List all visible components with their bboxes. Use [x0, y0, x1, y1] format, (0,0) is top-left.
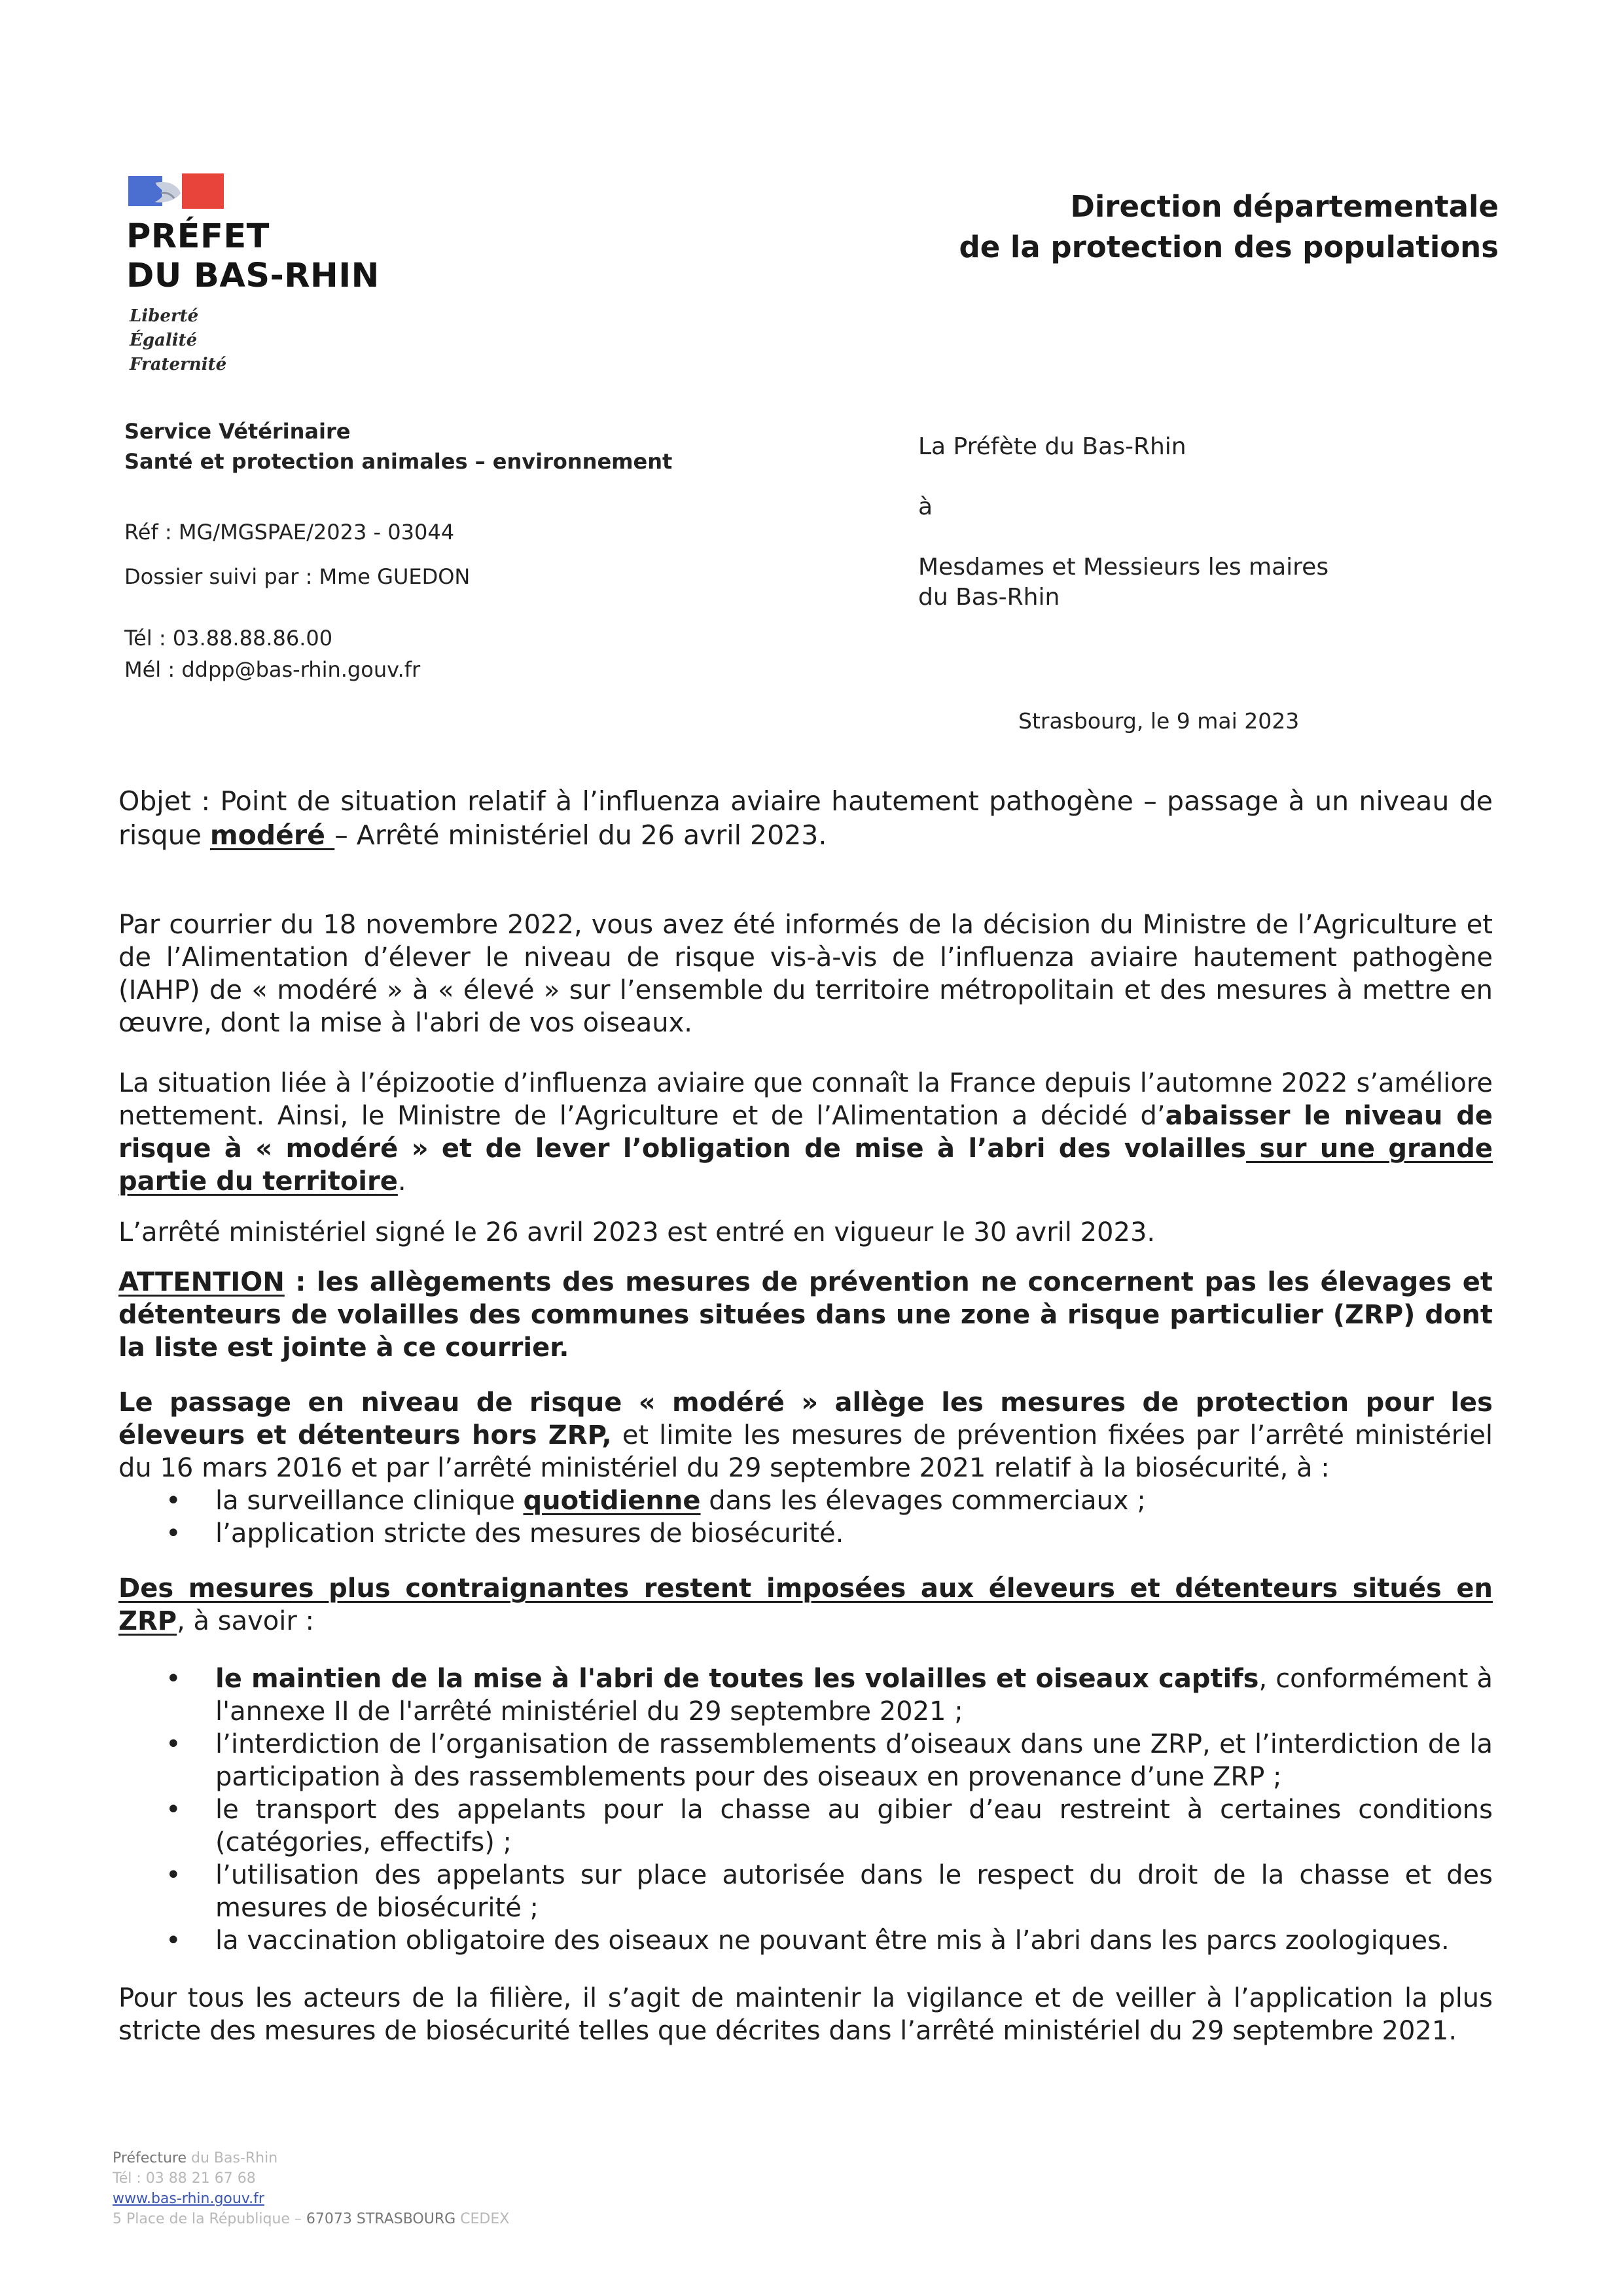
- reference: Réf : MG/MGSPAE/2023 - 03044: [124, 520, 455, 545]
- telephone: Tél : 03.88.88.86.00: [124, 626, 333, 651]
- mesures-zrp-text: , à savoir :: [177, 1606, 315, 1636]
- footer-street: 5 Place de la République –: [113, 2211, 306, 2227]
- footer-website-link[interactable]: www.bas-rhin.gouv.fr: [113, 2191, 264, 2207]
- paragraph-courrier: Par courrier du 18 novembre 2022, vous avez été informés de la décision du Ministre de l’Agriculture et de l’Alimentation d’élever le niveau de risque vis-à-vis de l’influenza aviaire hautement pathogène (IAHP) de « modéré » à « élevé » sur l’ensemble du territoire métropolitain et des mesures à mettre en œuvre, dont la mise à l'abri de vos oiseaux.: [118, 910, 1493, 1038]
- motto-fraternite: Fraternité: [130, 355, 227, 374]
- paragraph-mesures-zrp: [118, 1572, 1493, 1638]
- situation-text: La situation liée à l’épizootie d’influenza aviaire que connaît la France depuis l’automne 2022 s’améliore nettement. Ainsi, le Ministre de l’Agriculture et de l’Alimentation a décidé d’: [118, 1068, 1493, 1131]
- motto-egalite: Égalité: [130, 331, 198, 350]
- recipient-to-line1: Mesdames et Messieurs les maires: [918, 554, 1329, 581]
- mesures-zrp-underlined: Des mesures plus contraignantes restent imposées aux éleveurs et détenteurs situés en ZRP: [118, 1573, 1493, 1636]
- recipient-block: [918, 432, 1329, 613]
- list-item: • l’utilisation des appelants sur place autorisée dans le respect du droit de la chasse et des mesures de biosécurité ;: [118, 1859, 1493, 1924]
- objet-modere: modéré: [209, 819, 335, 851]
- recipient-to-line2: du Bas-Rhin: [918, 584, 1060, 611]
- list-item: • le transport des appelants pour la chasse au gibier d’eau restreint à certaines conditions (catégories, effectifs) ;: [118, 1793, 1493, 1859]
- list-text: , conformément à l'annexe II de l'arrêté ministériel du 29 septembre 2021 ;: [215, 1664, 1493, 1727]
- paragraph-arrete: L’arrêté ministériel signé le 26 avril 2023 est entré en vigueur le 30 avril 2023.: [118, 1217, 1156, 1247]
- objet-text: Objet : Point de situation relatif à l’influenza aviaire hautement pathogène – passage à un niveau de risque: [118, 785, 1493, 851]
- list-item: [118, 1484, 1493, 1517]
- passage-text: et limite les mesures de prévention fixées par l’arrêté ministériel du 16 mars 2016 et par l’arrêté ministériel du 29 septembre 2021 relatif à la biosécurité, à :: [118, 1420, 1493, 1483]
- list-allegements: [118, 1484, 1493, 1550]
- footer-prefecture-label: Préfecture: [113, 2150, 187, 2166]
- situation-end: .: [397, 1166, 406, 1196]
- email: Mél : ddpp@bas-rhin.gouv.fr: [124, 657, 421, 682]
- footer: [113, 2148, 509, 2229]
- list-text-bold: le maintien de la mise à l'abri de toutes les volailles et oiseaux captifs: [215, 1664, 1259, 1694]
- prefet-line1: PRÉFET: [126, 217, 270, 256]
- passage-bold: Le passage en niveau de risque « modéré » allège les mesures de protection pour les éleveurs et détenteurs hors ZRP,: [118, 1388, 1493, 1450]
- service-name: Service Vétérinaire: [124, 419, 351, 444]
- list-text-quotidienne: quotidienne: [523, 1486, 701, 1516]
- objet: [118, 784, 1493, 852]
- paragraph-passage: [118, 1386, 1493, 1484]
- recipient-from: La Préfète du Bas-Rhin: [918, 433, 1186, 460]
- footer-prefecture-dept: du Bas-Rhin: [187, 2150, 278, 2166]
- list-item: • l’application stricte des mesures de biosécurité.: [118, 1517, 1493, 1550]
- paragraph-situation: [118, 1067, 1493, 1198]
- prefet-line2: DU BAS-RHIN: [126, 257, 380, 295]
- list-mesures-zrp: [118, 1662, 1493, 1957]
- direction-heading: [959, 187, 1499, 268]
- footer-phone: Tél : 03 88 21 67 68: [113, 2170, 256, 2187]
- motto-liberte: Liberté: [130, 306, 199, 326]
- list-text: la surveillance clinique: [215, 1486, 524, 1516]
- dossier-contact: Dossier suivi par : Mme GUEDON: [124, 564, 471, 589]
- footer-cedex: CEDEX: [455, 2211, 510, 2227]
- objet-arrete: – Arrêté ministériel du 26 avril 2023.: [334, 819, 827, 851]
- paragraph-attention: [118, 1266, 1493, 1364]
- paragraph-conclusion: Pour tous les acteurs de la filière, il s’agit de maintenir la vigilance et de veiller à l’application la plus stricte des mesures de biosécurité telles que décrites dans l’arrêté ministériel du 29 septembre 2021.: [118, 1983, 1493, 2046]
- footer-prefecture: [113, 2148, 509, 2168]
- letter-date: Strasbourg, le 9 mai 2023: [1018, 708, 1300, 734]
- attention-label: ATTENTION: [118, 1267, 285, 1297]
- republic-motto: [130, 304, 226, 377]
- marianne-flag-logo: [128, 173, 224, 209]
- attention-text: : les allègements des mesures de prévention ne concernent pas les élevages et détenteurs de volailles des communes situées dans une zone à risque particulier (ZRP) dont la liste est jointe à ce courrier.: [118, 1267, 1493, 1363]
- prefet-title: [126, 217, 380, 296]
- list-item: [118, 1662, 1493, 1728]
- recipient-to-word: à: [918, 493, 933, 520]
- situation-bold-underlined: sur une grande partie du territoire: [118, 1134, 1493, 1196]
- situation-bold: abaisser le niveau de risque à « modéré » et de lever l’obligation de mise à l’abri des volailles: [118, 1101, 1493, 1164]
- direction-line1: Direction départementale: [1070, 189, 1499, 224]
- service-subname: Santé et protection animales – environnement: [124, 449, 673, 474]
- list-item: • la vaccination obligatoire des oiseaux ne pouvant être mis à l’abri dans les parcs zoologiques.: [118, 1924, 1493, 1957]
- list-item: • l’interdiction de l’organisation de rassemblements d’oiseaux dans une ZRP, et l’interdiction de la participation à des rassemblements pour des oiseaux en provenance d’une ZRP ;: [118, 1728, 1493, 1793]
- list-text-end: dans les élevages commerciaux ;: [700, 1486, 1146, 1516]
- service-block: [124, 416, 672, 476]
- footer-address: [113, 2209, 509, 2229]
- direction-line2: de la protection des populations: [959, 230, 1499, 264]
- letter-body: [118, 784, 1493, 2047]
- footer-city: 67073 STRASBOURG: [306, 2211, 456, 2227]
